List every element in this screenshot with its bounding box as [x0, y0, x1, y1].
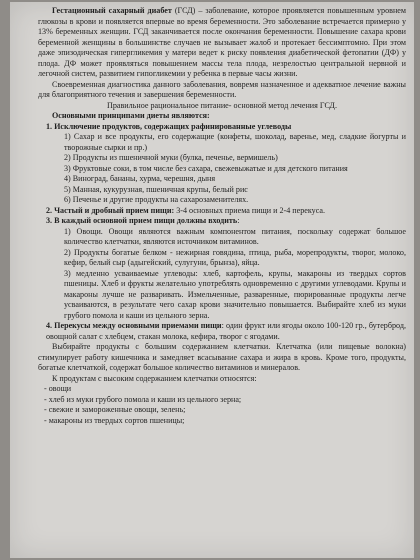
section-2-heading: 2. Частый и дробный прием пищи:	[46, 205, 175, 215]
section-4-line	[46, 321, 406, 342]
section-3-list	[64, 227, 406, 322]
section-4-text: : один фрукт или ягоды около 100-120 гр., бутерброд, овощной салат с хлебцем, стакан молока, кефира, творог с ягодами.	[46, 321, 406, 341]
diagnosis-paragraph: Своевременная диагностика данного заболевания, вовремя назначенное и адекватное лечение важны для благоприятного течения и завершения беременности.	[38, 79, 406, 99]
principles-heading: Основными принципами диеты являются:	[52, 111, 210, 120]
list-item: 3) Фруктовые соки, в том числе без сахара, свежевыжатые и для детского питания	[64, 163, 348, 173]
document-page	[10, 2, 414, 558]
fiber-list	[44, 384, 406, 426]
section-1-list	[64, 132, 406, 206]
section-1	[46, 122, 406, 206]
section-2-line	[46, 206, 406, 217]
intro-paragraph	[38, 6, 406, 80]
section-2	[46, 206, 406, 217]
list-item: 3) медленно усваиваемые углеводы: хлеб, картофель, крупы, макароны из твердых сортов пшеницы. Хлеб и фрукты желательно употреблять одновременно с другими углеводами. Крупы и макароны лучше не разваривать. Измельченные, разваренные, пюрированные продукты легче усваиваются, в результате чего сахар крови значительно повышается. Выбирайте хлеб из муки грубого помола и каши из цельного зерна.	[64, 268, 406, 320]
section-3-text: :	[237, 216, 240, 225]
intro-text: (ГСД) – заболевание, которое проявляется повышенным уровнем глюкозы в крови и появляется впервые во время беременности. Это заболевание встречается примерно у 13% беременных женщин. ГСД заканчивается после окончания беременности. Повышение сахара крови беременной женщины в большинстве случаев не вызывает жалоб и протекает бессимптомно. При этом даже эпизодическая гипергликемия у матери ведет к риску появления диабетической фетопатии (ДФ) у плода. ДФ может проявляться повышением массы тела плода, незрелостью центральной нервной и легочной систем, развитием гипогликемии у ребенка в первые часы жизни.	[38, 6, 406, 78]
fiber-paragraph: Выбирайте продукты с большим содержанием клетчатки. Клетчатка (или пищевые волокна) стимулирует работу кишечника и замедляет всасывание сахара и жира в кровь. Кроме того, продукты, богатые клетчаткой, содержат большое количество витаминов и минералов.	[38, 342, 406, 372]
fiber-list-heading: К продуктам с высоким содержанием клетчатки относятся:	[52, 373, 257, 383]
list-item: 5) Манная, кукурузная, пшеничная крупы, белый рис	[64, 184, 248, 194]
document-body	[38, 6, 406, 426]
section-3-heading: 3. В каждый основной прием пищи должны входить	[46, 216, 238, 225]
list-item: - хлеб из муки грубого помола и каши из цельного зерна;	[44, 394, 242, 404]
section-1-heading: 1. Исключение продуктов, содержащих рафинированные углеводы	[46, 121, 292, 131]
list-item: 2) Продукты богатые белком - нежирная говядина, птица, рыба, морепродукты, творог, молоко, кефир, белый сыр (адыгейский, сулугуни, брынза), яйца.	[64, 247, 406, 267]
list-item: - макароны из твердых сортов пшеницы;	[44, 415, 185, 425]
list-item: - овощи	[44, 384, 72, 393]
list-item: 1) Овощи. Овощи являются важным компонентом питания, поскольку содержат большое количество клетчатки, являются источником витаминов.	[64, 226, 406, 246]
list-item: 1) Сахар и все продукты, его содержащие (конфеты, шоколад, варенье, мед, сладкие йогурты и творожные сырки и пр.)	[64, 132, 406, 152]
section-3-line	[46, 216, 406, 227]
list-item: - свежие и замороженные овощи, зелень;	[44, 405, 186, 414]
basic-method-line: Правильное рациональное питание- основной метод лечения ГСД.	[107, 100, 337, 110]
list-item: 2) Продукты из пшеничной муки (булка, печенье, вермишель)	[64, 153, 278, 162]
list-item: 6) Печенье и другие продукты на сахарозаменителях.	[64, 195, 249, 204]
list-item: 4) Виноград, бананы, хурма, черешня, дыня	[64, 174, 216, 183]
intro-title: Гестационный сахарный диабет	[52, 6, 172, 15]
section-4	[46, 321, 406, 342]
section-4-heading: 4. Перекусы между основными приемами пищи	[46, 321, 222, 330]
section-2-text: 3-4 основных приема пищи и 2-4 перекуса.	[174, 205, 326, 215]
section-3	[46, 216, 406, 321]
